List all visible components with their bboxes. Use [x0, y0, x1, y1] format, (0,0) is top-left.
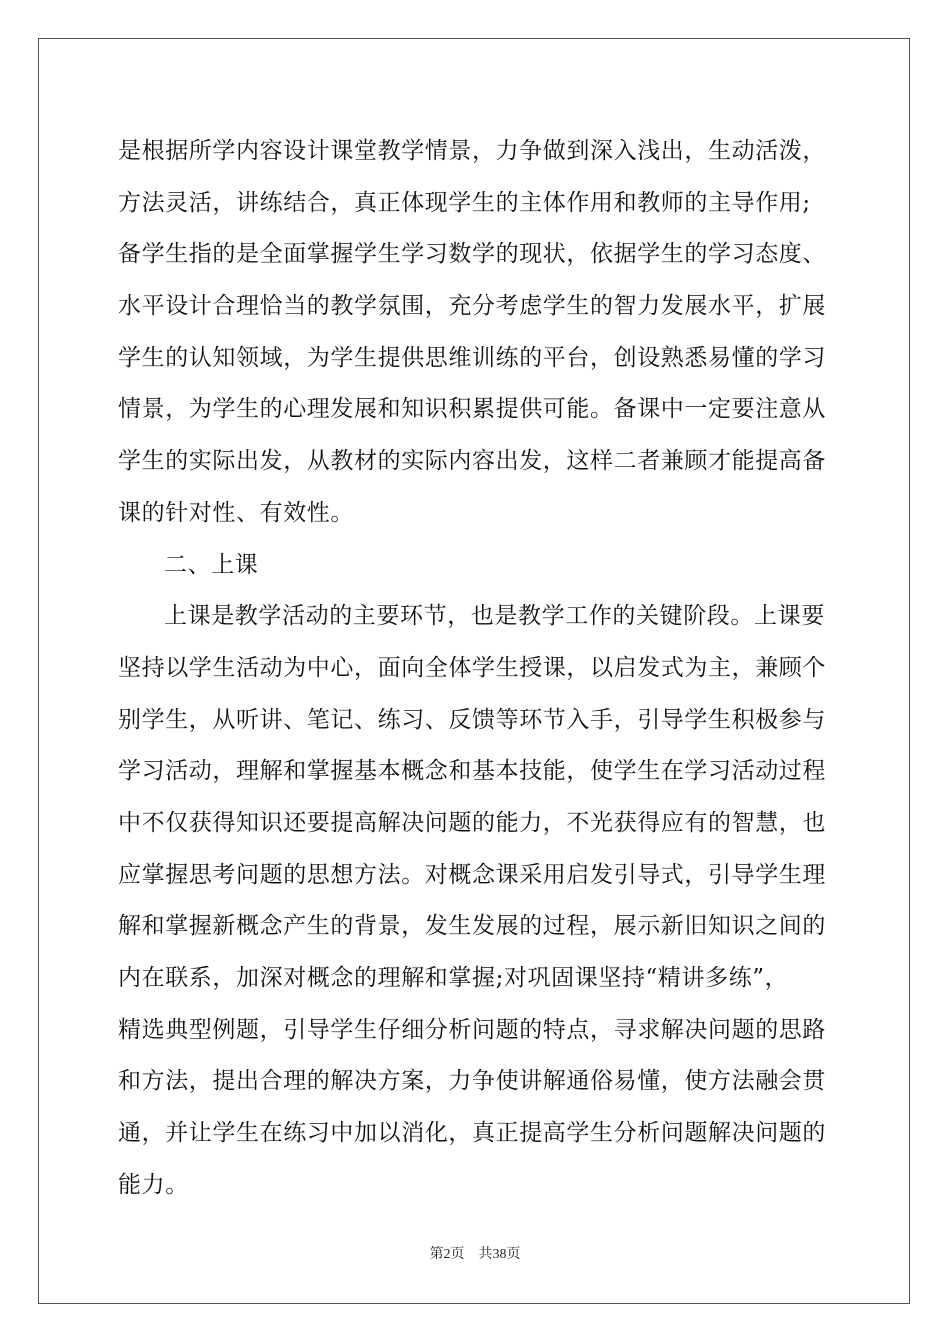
text-line: 能力。: [118, 1171, 189, 1198]
text-line: 坚持以学生活动为中心，面向全体学生授课，以启发式为主，兼顾个: [118, 654, 826, 681]
text-line: 课的针对性、有效性。: [118, 499, 354, 526]
document-body: [118, 126, 830, 1211]
text-line: 水平设计合理恰当的教学氛围，充分考虑学生的智力发展水平，扩展: [118, 293, 826, 320]
text-line: 和方法，提出合理的解决方案，力争使讲解通俗易懂，使方法融会贯: [118, 1068, 826, 1095]
text-line: 二、上课: [164, 551, 259, 578]
text-line: 学生的实际出发，从教材的实际内容出发，这样二者兼顾才能提高备: [118, 448, 826, 475]
text-line: 内在联系，加深对概念的理解和掌握;对巩固课坚持“精讲多练”，: [118, 965, 789, 991]
page-number-footer: 第2页 共38页: [429, 1247, 521, 1262]
text-line: 备学生指的是全面掌握学生学习数学的现状，依据学生的学习态度、: [118, 241, 826, 268]
text-line: 中不仅获得知识还要提高解决问题的能力，不光获得应有的智慧，也: [118, 809, 826, 836]
text-line: 是根据所学内容设计课堂教学情景，力争做到深入浅出，生动活泼，: [118, 138, 826, 164]
text-line: 精选典型例题，引导学生仔细分析问题的特点，寻求解决问题的思路: [118, 1016, 826, 1043]
text-line: 上课是教学活动的主要环节，也是教学工作的关键阶段。上课要: [164, 603, 825, 630]
text-line: 学生的认知领域，为学生提供思维训练的平台，创设熟悉易懂的学习: [118, 344, 826, 371]
text-line: 学习活动，理解和掌握基本概念和基本技能，使学生在学习活动过程: [118, 758, 826, 785]
text-line: 情景，为学生的心理发展和知识积累提供可能。备课中一定要注意从: [118, 396, 826, 423]
text-line: 别学生，从听讲、笔记、练习、反馈等环节入手，引导学生积极参与: [118, 706, 826, 733]
text-line: 应掌握思考问题的思想方法。对概念课采用启发引导式，引导学生理: [118, 861, 826, 888]
text-line: 解和掌握新概念产生的背景，发生发展的过程，展示新旧知识之间的: [118, 913, 826, 940]
text-line: 方法灵活，讲练结合，真正体现学生的主体作用和教师的主导作用;: [118, 189, 811, 216]
text-line: 通，并让学生在练习中加以消化，真正提高学生分析问题解决问题的: [118, 1120, 826, 1147]
